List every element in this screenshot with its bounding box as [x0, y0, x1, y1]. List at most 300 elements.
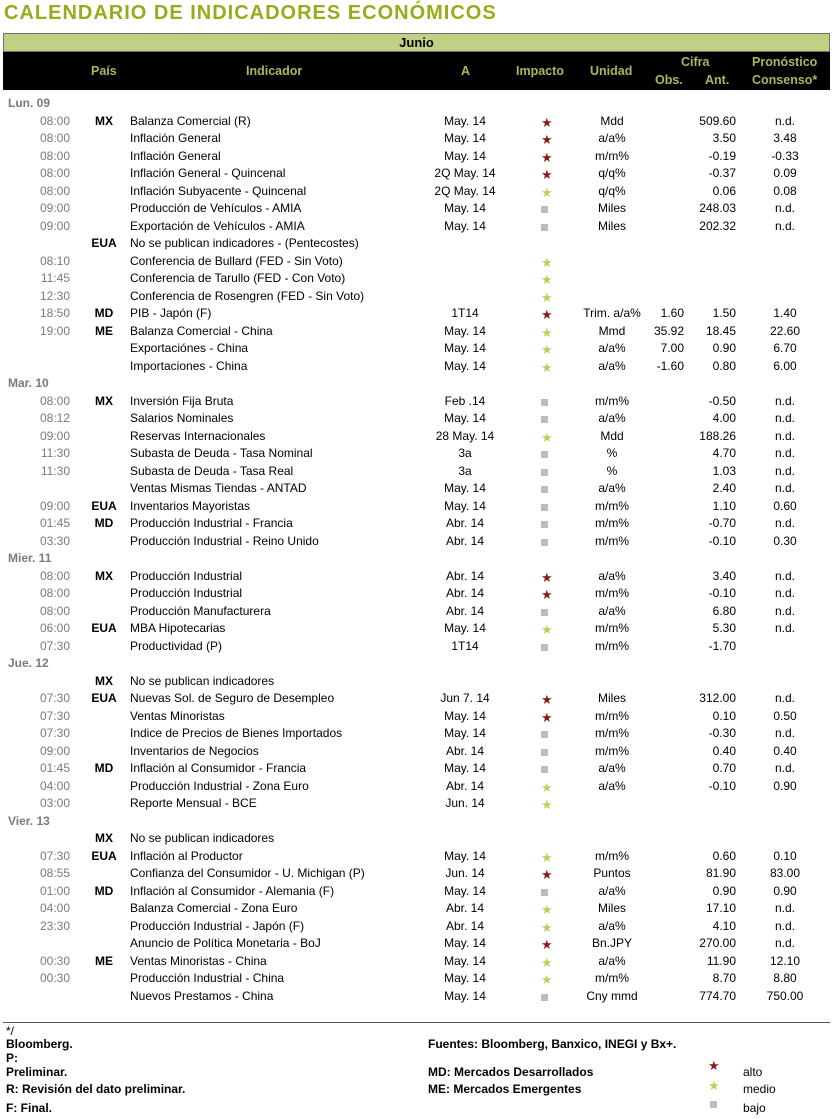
consensus-cell: 0.09 — [773, 166, 797, 180]
ant-cell: -0.30 — [708, 726, 736, 740]
table-row: 07:30 EUA Inflación al Productor May. 14 m/m% 0.60 0.10 ★ — [0, 847, 838, 865]
period-cell: Abr. 14 — [445, 778, 485, 793]
consensus-cell: 0.50 — [773, 708, 797, 723]
period-cell: Jun 7. 14 — [440, 691, 490, 705]
consensus-cell: -0.33 — [771, 148, 799, 163]
obs-cell: 1.60 — [660, 306, 684, 320]
ant-cell: 312.00 — [699, 691, 736, 705]
unit-cell: Mdd — [600, 428, 624, 443]
unit-cell: Mdd — [600, 113, 624, 128]
ant-cell: -0.10 — [708, 778, 736, 793]
time-cell: 09:00 — [39, 201, 70, 215]
period-cell: May. 14 — [444, 971, 486, 985]
unit-cell: m/m% — [595, 971, 629, 985]
indicator-cell: Conferencia de Bullard (FED - Sin Voto) — [130, 253, 343, 268]
consensus-cell: 3.48 — [773, 131, 797, 145]
period-cell: Abr. 14 — [445, 743, 485, 758]
country-cell: EUA — [91, 236, 117, 250]
period-cell: May. 14 — [444, 621, 486, 635]
country-cell: MX — [95, 568, 113, 583]
unit-cell: m/m% — [595, 148, 629, 163]
time-cell: 08:00 — [39, 113, 70, 128]
header-forecast: Pronóstico — [752, 55, 818, 69]
unit-cell: Miles — [597, 691, 626, 705]
country-cell: EUA — [91, 848, 117, 863]
footnote-bloomberg: Bloomberg. — [6, 1037, 73, 1051]
time-cell: 23:30 — [39, 918, 70, 933]
indicator-cell: PIB - Japón (F) — [130, 306, 212, 320]
indicator-cell: Nuevas Sol. de Seguro de Desempleo — [130, 691, 335, 705]
ant-cell: 11.90 — [706, 953, 736, 968]
consensus-cell: 0.60 — [773, 498, 797, 513]
country-cell: MX — [95, 393, 113, 408]
time-cell: 08:00 — [39, 603, 70, 618]
consensus-cell: 6.00 — [773, 358, 797, 373]
table-row — [0, 672, 838, 690]
footer-divider — [3, 1022, 830, 1023]
unit-cell: a/a% — [598, 953, 626, 968]
unit-cell: m/m% — [595, 586, 629, 600]
table-row: 08:00 MX Producción Industrial Abr. 14 a/a% 3.40 n.d. ★ — [0, 567, 838, 585]
consensus-cell: 750.00 — [766, 988, 804, 1003]
indicator-cell: Inversión Fija Bruta — [130, 393, 234, 408]
time-cell: 09:00 — [39, 498, 70, 513]
unit-cell: m/m% — [595, 393, 629, 408]
ant-cell: 202.32 — [699, 218, 736, 233]
consensus-cell: n.d. — [774, 446, 795, 460]
indicator-cell: Producción Manufacturera — [130, 603, 271, 618]
time-cell: 19:00 — [39, 323, 70, 338]
time-cell: 01:45 — [39, 516, 70, 530]
table-row: Anuncio de Política Monetaria - BoJ May. 14 Bn.JPY 270.00 n.d. ★ — [0, 934, 838, 952]
period-cell: May. 14 — [444, 953, 486, 968]
consensus-cell: n.d. — [774, 463, 795, 478]
indicator-cell: Salarios Nominales — [130, 411, 234, 425]
table-row: Importaciones - China May. 14 a/a% -1.60 0.80 6.00 ★ — [0, 357, 838, 375]
consensus-cell: n.d. — [774, 918, 795, 933]
country-cell: MD — [94, 516, 114, 530]
table-row: Exportaciónes - China May. 14 a/a% 7.00 0.90 6.70 ★ — [0, 339, 838, 357]
ant-cell: 0.60 — [712, 848, 736, 863]
obs-cell: 7.00 — [660, 341, 684, 355]
day-label: Mier. 11 — [8, 551, 52, 565]
country-cell: MD — [94, 761, 114, 775]
time-cell: 08:00 — [39, 148, 70, 163]
table-row: 08:00 Inflación General May. 14 m/m% -0.19 -0.33 ★ — [0, 147, 838, 165]
unit-cell: a/a% — [598, 341, 626, 355]
unit-cell: Miles — [597, 201, 626, 215]
table-row — [0, 409, 838, 427]
ant-cell: 509.60 — [699, 113, 736, 128]
ant-cell: 0.70 — [712, 761, 736, 775]
consensus-cell: 0.40 — [773, 743, 797, 758]
indicator-cell: Inflación al Consumidor - Francia — [130, 761, 307, 775]
unit-cell: a/a% — [598, 131, 626, 145]
ant-cell: -1.70 — [708, 638, 736, 653]
time-cell: 04:00 — [39, 778, 70, 793]
unit-cell: m/m% — [595, 533, 629, 548]
consensus-cell: n.d. — [774, 691, 795, 705]
consensus-cell: 0.90 — [773, 778, 797, 793]
indicator-cell: Importaciones - China — [130, 358, 248, 373]
header-obs: Obs. — [655, 73, 683, 87]
time-cell: 08:00 — [39, 131, 70, 145]
ant-cell: 2.40 — [712, 481, 736, 495]
ant-cell: 0.40 — [712, 743, 736, 758]
consensus-cell: n.d. — [774, 481, 795, 495]
ant-cell: -0.10 — [708, 586, 736, 600]
ant-cell: 17.10 — [705, 901, 736, 915]
period-cell: Abr. 14 — [445, 586, 485, 600]
unit-cell: Trim. a/a% — [583, 306, 641, 320]
day-label: Vier. 13 — [8, 813, 50, 828]
consensus-cell: 0.90 — [773, 883, 797, 898]
ant-cell: 8.70 — [712, 971, 736, 985]
unit-cell: Miles — [597, 218, 626, 233]
day-row — [0, 654, 838, 672]
time-cell: 07:30 — [39, 708, 70, 723]
consensus-cell: 0.30 — [773, 533, 797, 548]
unit-cell: a/a% — [598, 883, 626, 898]
consensus-cell: 83.00 — [769, 866, 801, 880]
unit-cell: m/m% — [595, 726, 629, 740]
time-cell: 01:00 — [39, 883, 70, 898]
table-row — [0, 217, 838, 235]
indicator-cell: Producción Industrial - Reino Unido — [130, 533, 319, 548]
table-row: 08:55 Confianza del Consumidor - U. Michigan (P) Jun. 14 Puntos 81.90 83.00 ★ — [0, 864, 838, 882]
table-row — [0, 479, 838, 497]
legend-me: ME: Mercados Emergentes — [428, 1082, 582, 1096]
ant-cell: 0.10 — [712, 708, 736, 723]
ant-cell: 0.80 — [712, 358, 736, 373]
consensus-cell: n.d. — [774, 113, 795, 128]
period-cell: 2Q May. 14 — [434, 166, 496, 180]
footer-sources: Fuentes: Bloomberg, Banxico, INEGI y Bx+. — [428, 1037, 677, 1051]
country-cell: EUA — [91, 498, 117, 513]
table-row — [0, 829, 838, 847]
country-cell: EUA — [91, 691, 117, 705]
period-cell: Abr. 14 — [445, 568, 485, 583]
ant-cell: 4.10 — [712, 918, 736, 933]
consensus-cell: 6.70 — [773, 341, 797, 355]
unit-cell: m/m% — [595, 498, 629, 513]
indicator-cell: Producción Industrial — [130, 568, 243, 583]
unit-cell: a/a% — [598, 778, 626, 793]
ant-cell: 18.45 — [705, 323, 736, 338]
table-row — [0, 987, 838, 1005]
period-cell: May. 14 — [444, 761, 486, 775]
ant-cell: 3.40 — [712, 568, 736, 583]
indicator-cell: Ventas Minoristas - China — [130, 953, 267, 968]
ant-cell: -0.37 — [708, 166, 736, 180]
unit-cell: a/a% — [598, 411, 626, 425]
table-row: 19:00 ME Balanza Comercial - China May. 14 Mmd 35.92 18.45 22.60 ★ — [0, 322, 838, 340]
indicator-cell: Producción Industrial - Francia — [130, 516, 293, 530]
time-cell: 03:00 — [39, 796, 70, 810]
footnote-marker: */ — [6, 1024, 15, 1038]
indicator-cell: No se publican indicadores — [130, 831, 275, 845]
time-cell: 08:00 — [39, 166, 70, 180]
consensus-cell: n.d. — [774, 201, 795, 215]
period-cell: Jun. 14 — [445, 796, 485, 810]
header-impact: Impacto — [516, 64, 564, 78]
table-row — [0, 444, 838, 462]
legend-low-label: bajo — [743, 1101, 766, 1115]
period-cell: May. 14 — [444, 113, 486, 128]
time-cell: 11:30 — [40, 463, 70, 478]
period-cell: May. 14 — [444, 988, 486, 1003]
indicator-cell: Inflación al Consumidor - Alemania (F) — [130, 883, 335, 898]
country-cell: EUA — [91, 621, 117, 635]
period-cell: May. 14 — [444, 726, 486, 740]
ant-cell: 81.90 — [705, 866, 736, 880]
consensus-cell: n.d. — [774, 726, 795, 740]
time-cell: 11:30 — [40, 446, 70, 460]
header-unit: Unidad — [590, 64, 633, 78]
indicator-table — [0, 94, 838, 1004]
table-row: 04:00 Balanza Comercial - Zona Euro Abr. 14 Miles 17.10 n.d. ★ — [0, 899, 838, 917]
time-cell: 07:30 — [39, 638, 70, 653]
footnote-revision: R: Revisión del dato preliminar. — [6, 1082, 186, 1096]
consensus-cell: n.d. — [774, 761, 795, 775]
table-row — [0, 637, 838, 655]
consensus-cell: 0.08 — [773, 183, 797, 198]
table-row: 08:10 Conferencia de Bullard (FED - Sin Voto) ★ — [0, 252, 838, 270]
unit-cell: m/m% — [595, 516, 629, 530]
period-cell: Abr. 14 — [445, 533, 485, 548]
table-row — [0, 514, 838, 532]
period-cell: 3a — [458, 463, 472, 478]
time-cell: 11:45 — [40, 271, 70, 285]
day-label: Lun. 09 — [8, 96, 51, 110]
unit-cell: Bn.JPY — [591, 936, 633, 950]
period-cell: 1T14 — [451, 638, 479, 653]
indicator-cell: Reservas Internacionales — [130, 428, 266, 443]
indicator-cell: No se publican indicadores — [130, 673, 275, 688]
period-cell: 3a — [458, 446, 472, 460]
table-row — [0, 532, 838, 550]
indicator-cell: Inflación General — [130, 131, 221, 145]
indicator-cell: Subasta de Deuda - Tasa Real — [130, 463, 294, 478]
time-cell: 00:30 — [39, 971, 70, 985]
legend-high-label: alto — [743, 1065, 763, 1079]
ant-cell: 1.10 — [712, 498, 736, 513]
consensus-cell: n.d. — [774, 568, 795, 583]
indicator-cell: Producción Industrial - Zona Euro — [130, 778, 309, 793]
unit-cell: m/m% — [595, 848, 629, 863]
consensus-cell: n.d. — [774, 901, 795, 915]
ant-cell: -0.10 — [708, 533, 736, 548]
indicator-cell: No se publican indicadores - (Pentecostes) — [130, 236, 359, 250]
table-row: 08:00 Producción Industrial Abr. 14 m/m% -0.10 n.d. ★ — [0, 584, 838, 602]
unit-cell: m/m% — [595, 638, 629, 653]
unit-cell: m/m% — [595, 743, 629, 758]
table-row — [0, 742, 838, 760]
indicator-cell: Productividad (P) — [130, 638, 223, 653]
day-label: Jue. 12 — [8, 656, 49, 670]
period-cell: 1T14 — [451, 306, 479, 320]
table-row — [0, 234, 838, 252]
unit-cell: Miles — [597, 901, 626, 915]
indicator-cell: Conferencia de Rosengren (FED - Sin Voto) — [130, 288, 365, 303]
header-figure: Cifra — [681, 55, 710, 69]
footnote-final: F: Final. — [6, 1101, 52, 1115]
time-cell: 12:30 — [39, 288, 70, 303]
header-indicator: Indicador — [246, 64, 303, 78]
ant-cell: 270.00 — [699, 936, 736, 950]
time-cell: 07:30 — [39, 726, 70, 740]
indicator-cell: Inflación General - Quincenal — [130, 166, 286, 180]
consensus-cell: 12.10 — [769, 953, 801, 968]
period-cell: Jun. 14 — [445, 866, 485, 880]
consensus-cell: n.d. — [774, 516, 795, 530]
time-cell: 04:00 — [39, 901, 70, 915]
period-cell: May. 14 — [444, 218, 486, 233]
table-header — [3, 52, 830, 90]
time-cell: 07:30 — [39, 691, 70, 705]
table-row: 11:45 Conferencia de Tarullo (FED - Con Voto) ★ — [0, 269, 838, 287]
indicator-cell: Conferencia de Tarullo (FED - Con Voto) — [130, 271, 346, 285]
consensus-cell: n.d. — [774, 621, 795, 635]
period-cell: May. 14 — [444, 848, 486, 863]
ant-cell: 1.50 — [712, 306, 736, 320]
period-cell: May. 14 — [444, 323, 486, 338]
table-row: 08:00 Inflación Subyacente - Quincenal 2Q May. 14 q/q% 0.06 0.08 ★ — [0, 182, 838, 200]
time-cell: 08:55 — [39, 866, 70, 880]
indicator-cell: Inventarios Mayoristas — [130, 498, 251, 513]
table-row: 08:00 MX Balanza Comercial (R) May. 14 Mdd 509.60 n.d. ★ — [0, 112, 838, 130]
indicator-cell: Indice de Precios de Bienes Importados — [130, 726, 343, 740]
period-cell: May. 14 — [444, 201, 486, 215]
table-row: 08:00 Inflación General May. 14 a/a% 3.50 3.48 ★ — [0, 129, 838, 147]
table-row — [0, 602, 838, 620]
time-cell: 08:10 — [39, 253, 70, 268]
ant-cell: 1.03 — [712, 463, 736, 478]
day-label: Mar. 10 — [8, 376, 49, 390]
unit-cell: a/a% — [598, 761, 626, 775]
ant-cell: -0.19 — [708, 148, 736, 163]
consensus-cell: n.d. — [774, 936, 795, 950]
time-cell: 08:00 — [39, 586, 70, 600]
indicator-cell: Subasta de Deuda - Tasa Nominal — [130, 446, 313, 460]
indicator-cell: Reporte Mensual - BCE — [130, 796, 257, 810]
day-row — [0, 374, 838, 392]
footnote-p: P: — [6, 1051, 18, 1065]
indicator-cell: Inflación al Productor — [130, 848, 243, 863]
table-row: 00:30 ME Ventas Minoristas - China May. 14 a/a% 11.90 12.10 ★ — [0, 952, 838, 970]
period-cell: May. 14 — [444, 358, 486, 373]
page-title: CALENDARIO DE INDICADORES ECONÓMICOS — [4, 2, 497, 24]
table-row — [0, 462, 838, 480]
star-mid-icon: ★ — [708, 1078, 720, 1093]
time-cell: 06:00 — [39, 621, 70, 635]
table-row: 06:00 EUA MBA Hipotecarias May. 14 m/m% 5.30 n.d. ★ — [0, 619, 838, 637]
header-period: A — [461, 64, 471, 78]
time-cell: 09:00 — [39, 743, 70, 758]
period-cell: Abr. 14 — [445, 603, 485, 618]
period-cell: Abr. 14 — [445, 918, 485, 933]
time-cell: 03:30 — [39, 533, 70, 548]
consensus-cell: 1.40 — [773, 306, 797, 320]
consensus-cell: 0.10 — [773, 848, 797, 863]
country-cell: MX — [95, 831, 113, 845]
day-row — [0, 549, 838, 567]
time-cell: 07:30 — [39, 848, 70, 863]
ant-cell: 774.70 — [699, 988, 736, 1003]
indicator-cell: Producción de Vehículos - AMIA — [130, 201, 302, 215]
ant-cell: 188.26 — [699, 428, 736, 443]
period-cell: May. 14 — [444, 498, 486, 513]
indicator-cell: Confianza del Consumidor - U. Michigan (P) — [130, 866, 365, 880]
unit-cell: a/a% — [598, 568, 626, 583]
time-cell: 08:00 — [39, 568, 70, 583]
obs-cell: -1.60 — [656, 358, 684, 373]
month-bar: Junio — [3, 33, 830, 52]
period-cell: Feb .14 — [444, 393, 486, 408]
indicator-cell: Balanza Comercial - China — [130, 323, 273, 338]
country-cell: MX — [95, 673, 113, 688]
indicator-cell: Inflación General — [130, 148, 221, 163]
table-row — [0, 392, 838, 410]
unit-cell: a/a% — [598, 358, 626, 373]
indicator-cell: Balanza Comercial (R) — [130, 113, 251, 128]
consensus-cell: n.d. — [774, 586, 795, 600]
header-ant: Ant. — [705, 73, 730, 87]
period-cell: May. 14 — [444, 341, 486, 355]
time-cell: 00:30 — [39, 953, 70, 968]
ant-cell: 248.03 — [699, 201, 736, 215]
legend-mid-label: medio — [743, 1082, 776, 1096]
ant-cell: 6.80 — [712, 603, 736, 618]
table-row — [0, 497, 838, 515]
unit-cell: m/m% — [595, 621, 629, 635]
indicator-cell: Producción Industrial - China — [130, 971, 285, 985]
table-row — [0, 882, 838, 900]
indicator-cell: Ventas Mismas Tiendas - ANTAD — [130, 481, 307, 495]
period-cell: May. 14 — [444, 481, 486, 495]
table-row: 04:00 Producción Industrial - Zona Euro Abr. 14 a/a% -0.10 0.90 ★ — [0, 777, 838, 795]
time-cell: 18:50 — [39, 306, 70, 320]
indicator-cell: Producción Industrial — [130, 586, 243, 600]
period-cell: 28 May. 14 — [435, 428, 495, 443]
period-cell: May. 14 — [444, 708, 486, 723]
table-row — [0, 199, 838, 217]
indicator-cell: Inflación Subyacente - Quincenal — [130, 183, 307, 198]
unit-cell: Cny mmd — [586, 988, 638, 1003]
time-cell: 09:00 — [39, 428, 70, 443]
period-cell: May. 14 — [444, 883, 486, 898]
consensus-cell: n.d. — [774, 218, 795, 233]
unit-cell: a/a% — [598, 918, 626, 933]
time-cell: 09:00 — [39, 218, 70, 233]
unit-cell: Puntos — [593, 866, 631, 880]
indicator-cell: Ventas Minoristas — [130, 708, 225, 723]
unit-cell: a/a% — [598, 481, 626, 495]
ant-cell: -0.70 — [708, 516, 736, 530]
unit-cell: a/a% — [598, 603, 626, 618]
ant-cell: -0.50 — [708, 393, 736, 408]
table-row — [0, 759, 838, 777]
consensus-cell: n.d. — [774, 411, 795, 425]
indicator-cell: Inventarios de Negocios — [130, 743, 259, 758]
obs-cell: 35.92 — [653, 323, 684, 338]
period-cell: 2Q May. 14 — [434, 183, 496, 198]
time-cell: 08:12 — [39, 411, 70, 425]
country-cell: MX — [95, 113, 113, 128]
indicator-cell: Nuevos Prestamos - China — [130, 988, 274, 1003]
time-cell: 01:45 — [39, 761, 70, 775]
star-high-icon: ★ — [708, 1058, 720, 1073]
